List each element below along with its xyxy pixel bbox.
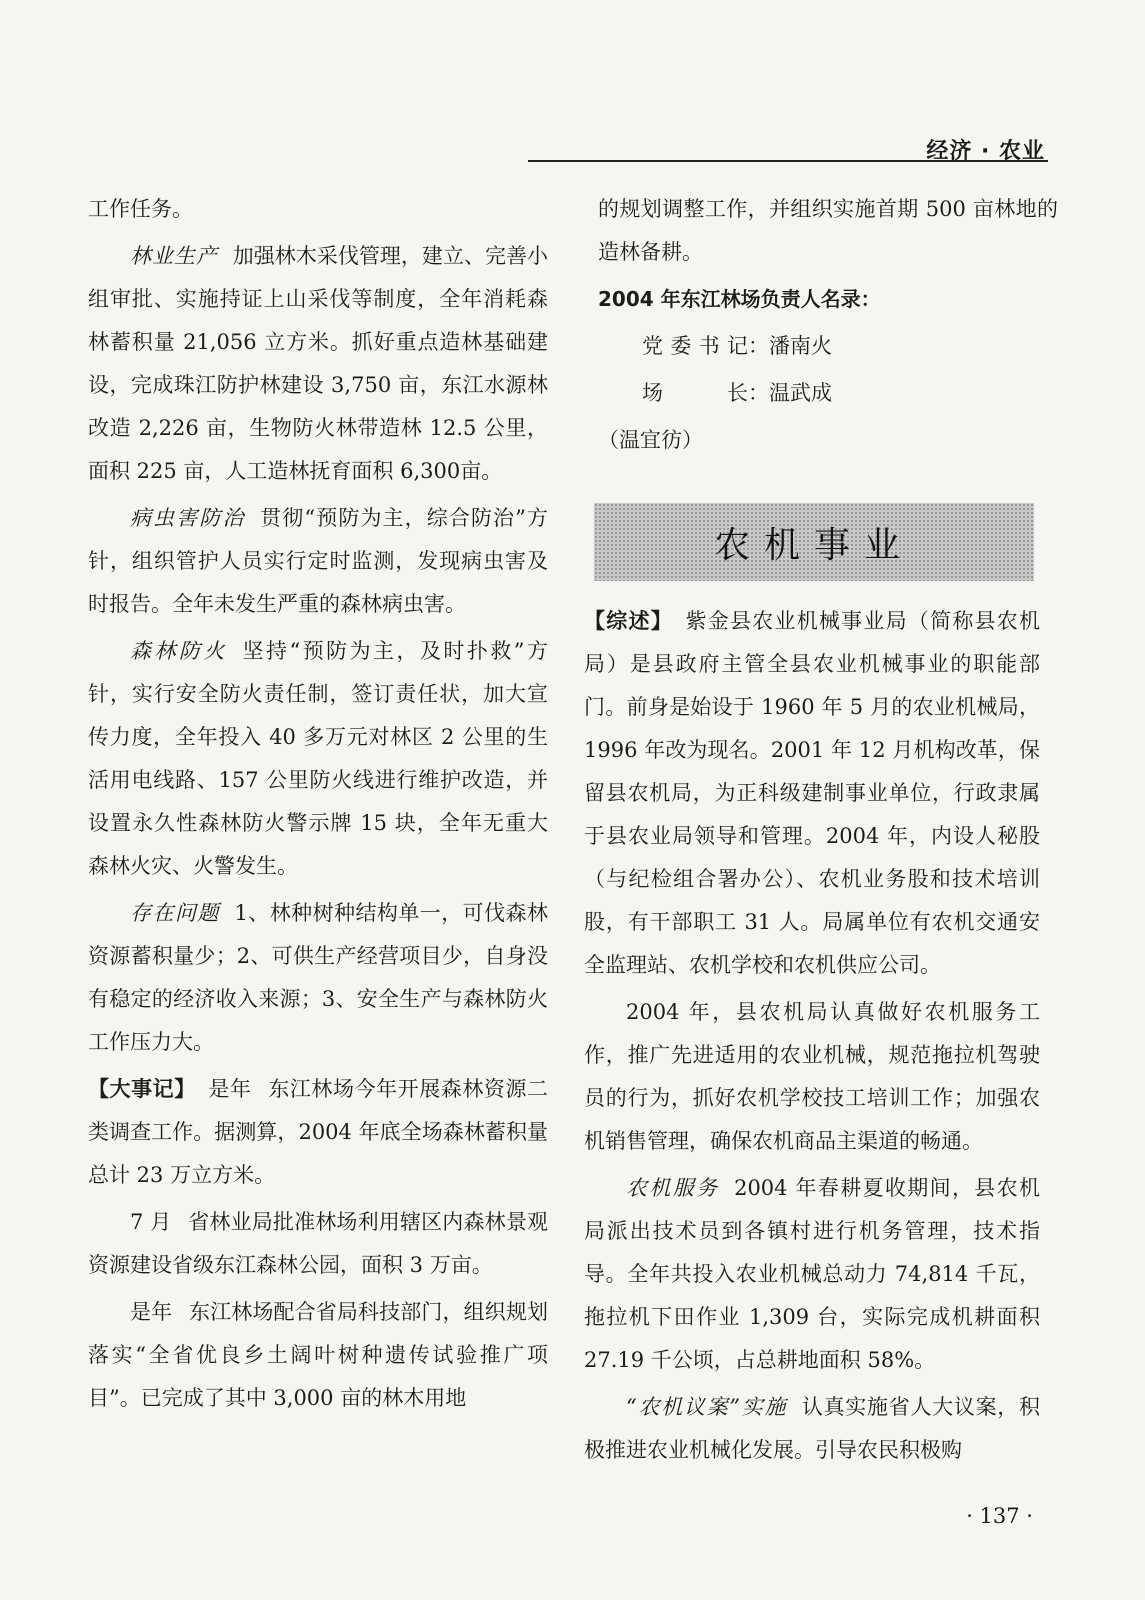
subheading: 存在问题	[130, 901, 220, 925]
paragraph	[88, 497, 548, 626]
paragraph-text: 2004 年春耕夏收期间，县农机局派出技术员到各镇村进行机务管理，技术指导。全年共投入农业机械总动力 74,814 千瓦，拖拉机下田作业 1,309 台，实际完成机耕面积 27.19 千公顷，占总耕地面积 58%。	[584, 1176, 1040, 1372]
section-header: 经济 · 农业	[926, 139, 1045, 164]
list-item: 党委书记：潘南火	[598, 325, 1058, 368]
paragraph	[598, 188, 1058, 274]
paragraph-text: 的规划调整工作，并组织实施首期 500 亩林地的造林备耕。	[598, 197, 1058, 264]
paragraph-text: 省林业局批准林场利用辖区内森林景观资源建设省级东江森林公园，面积 3 万亩。	[88, 1210, 548, 1277]
paragraph	[88, 630, 548, 888]
paragraph-text: 东江林场配合省局科技部门，组织规划落实“全省优良乡土阔叶树种遗传试验推广项目”。已完成了其中 3,000 亩的林木用地	[88, 1300, 549, 1410]
paragraph	[88, 1291, 548, 1420]
paragraph	[88, 1201, 548, 1287]
paragraph-text: 2004 年，县农机局认真做好农机服务工作，推广先进适用的农业机械，规范拖拉机驾驶员的行为，抓好农机学校技工培训工作；加强农机销售管理，确保农机商品主渠道的畅通。	[584, 1000, 1040, 1153]
paragraph	[584, 1167, 1040, 1382]
paragraph	[88, 1068, 548, 1197]
person-role: 场长	[642, 381, 748, 405]
right-column-bottom	[584, 600, 1040, 1476]
right-column-top	[598, 188, 1058, 466]
section-label: 【大事记】	[88, 1077, 196, 1101]
paragraph-text: 紫金县农业机械事业局（简称县农机局）是县政府主管全县农业机械事业的职能部门。前身是始设于 1960 年 5 月的农业机械局，1996 年改为现名。2001 年 12 月机构改革，保留县农机局，为正科级建制事业单位，行政隶属于县农业局领导和管理。2004 年，内设人秘股（与纪检组合署办公）、农机业务股和技术培训股，有干部职工 31 人。局属单位有农机交通安全监理站、农机学校和农机供应公司。	[584, 609, 1041, 977]
paragraph	[88, 235, 548, 493]
paragraph-text: 工作任务。	[88, 197, 193, 221]
event-date: 7 月	[130, 1210, 172, 1234]
person-name: 温武成	[769, 381, 832, 405]
subheading: 林业生产	[130, 244, 219, 268]
person-role: 党委书记	[642, 334, 748, 358]
left-column	[88, 188, 548, 1424]
paragraph	[88, 188, 548, 231]
paragraph	[584, 600, 1040, 987]
author-credit: （温宜彷）	[598, 428, 703, 452]
paragraph-text: 坚持“预防为主，及时扑救”方针，实行安全防火责任制，签订责任状，加大宣传力度，全年投入 40 多万元对林区 2 公里的生活用电线路、157 公里防火线进行维护改造，并设置永久性森林防火警示牌 15 块，全年无重大森林火灾、火警发生。	[88, 639, 548, 878]
section-label: 【综述】	[584, 609, 673, 633]
paragraph	[584, 991, 1040, 1163]
list-item: 场长：温武成	[598, 372, 1058, 415]
event-date: 是年	[130, 1300, 173, 1324]
paragraph-text: 贯彻“预防为主，综合防治”方针，组织管护人员实行定时监测，发现病虫害及时报告。全年未发生严重的森林病虫害。	[88, 506, 548, 616]
list-title: 2004 年东江林场负责人名录：	[598, 287, 881, 311]
section-title: 农机事业	[713, 524, 914, 566]
paragraph-text: 1、林种树种结构单一，可伐森林资源蓄积量少；2、可供生产经营项目少，自身没有稳定的经济收入来源；3、安全生产与森林防火工作压力大。	[88, 901, 548, 1054]
paragraph-text: 认真实施省人大议案，积极推进农业机械化发展。引导农民积极购	[584, 1395, 1041, 1462]
subheading: 农机服务	[626, 1176, 720, 1200]
person-name: 潘南火	[769, 334, 832, 358]
paragraph	[88, 892, 548, 1064]
subheading: 病虫害防治	[130, 506, 246, 530]
page-number: · 137 ·	[966, 1504, 1033, 1528]
section-banner	[594, 503, 1034, 581]
subheading: “农机议案”实施	[626, 1395, 788, 1419]
header-rule	[528, 160, 1048, 162]
paragraph-text: 加强林木采伐管理，建立、完善小组审批、实施持证上山采伐等制度，全年消耗森林蓄积量 21,056 立方米。抓好重点造林基础建设，完成珠江防护林建设 3,750 亩，东江水源林改造 2,226 亩，生物防火林带造林 12.5 公里，面积 225 亩，人工造林抚育面积 6,300亩。	[88, 244, 549, 483]
event-date: 是年	[208, 1077, 252, 1101]
subheading: 森林防火	[130, 639, 228, 663]
paragraph	[584, 1386, 1040, 1472]
paragraph-text: 东江林场今年开展森林资源二类调查工作。据测算，2004 年底全场森林蓄积量总计 23 万立方米。	[88, 1077, 549, 1187]
